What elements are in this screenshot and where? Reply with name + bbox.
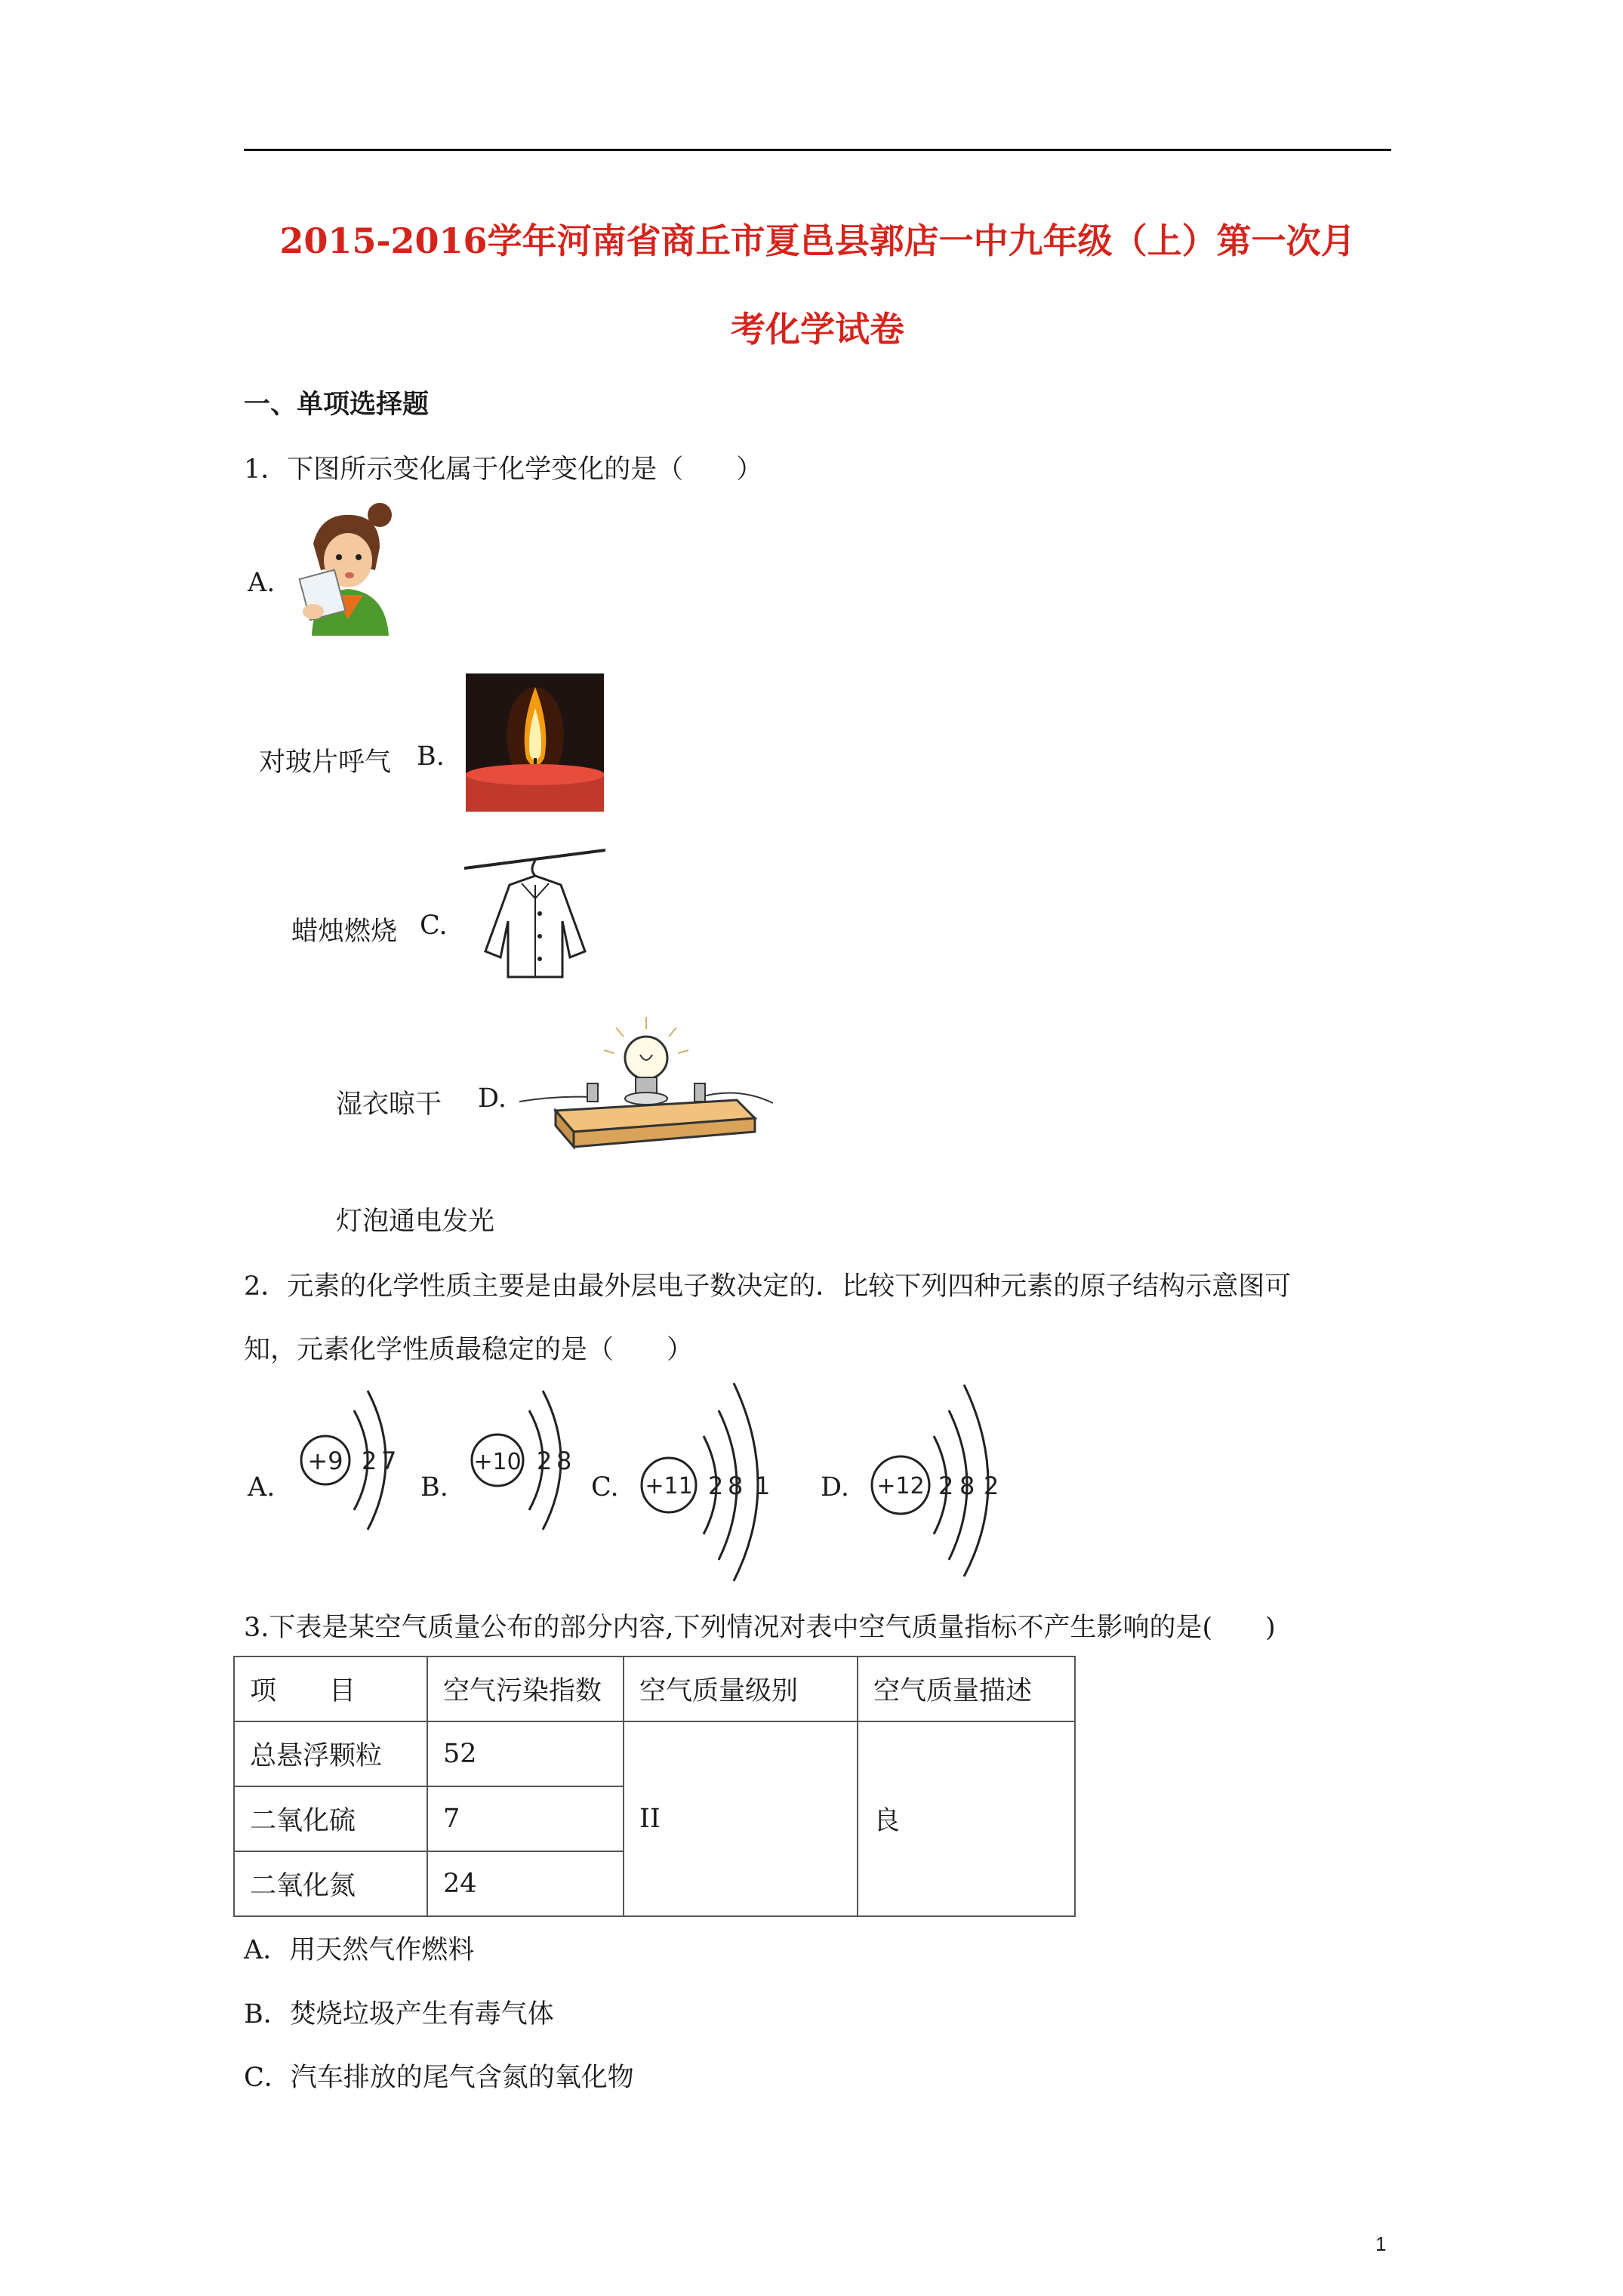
- header-item: 项 目: [234, 1657, 427, 1721]
- shell-1-count: 2: [362, 1447, 377, 1475]
- q1-option-c-caption: 湿衣晾干: [336, 1089, 442, 1120]
- atom-structure-na-icon: [634, 1376, 778, 1587]
- q2-option-d-letter: D.: [821, 1472, 849, 1502]
- nucleus-label: +9: [307, 1447, 343, 1475]
- row-item: 二氧化氮: [234, 1851, 427, 1916]
- q2-option-b-diagram: [464, 1376, 575, 1544]
- q1-option-c-image: [464, 838, 605, 982]
- shell-1-count: 2: [537, 1447, 553, 1475]
- atom-structure-mg-icon: [863, 1376, 1006, 1578]
- table-header-row: [234, 1657, 1075, 1721]
- q1-option-b-letter: B.: [417, 741, 445, 772]
- atom-structure-ne-icon: [464, 1376, 575, 1544]
- atom-structure-f-icon: [291, 1376, 399, 1544]
- nucleus-label: +12: [876, 1473, 925, 1499]
- header-pollution-index: 空气污染指数: [427, 1657, 624, 1721]
- q1-stem: 1．下图所示变化属于化学变化的是（ ）: [244, 455, 763, 485]
- nucleus-label: +11: [645, 1473, 693, 1499]
- page-number: 1: [1375, 2233, 1387, 2255]
- q2-stem-line2: 知，元素化学性质最稳定的是（ ）: [244, 1335, 694, 1365]
- exam-title-line1: 2015-2016学年河南省商丘市夏邑县郭店一中九年级（上）第一次月: [279, 220, 1356, 261]
- shell-2-count: 8: [556, 1447, 572, 1475]
- q2-option-b-letter: B.: [420, 1472, 448, 1502]
- q1-option-b-image: [466, 673, 604, 812]
- header-quality-description: 空气质量描述: [858, 1657, 1075, 1721]
- q2-option-a-letter: A.: [248, 1472, 276, 1502]
- row-item: 总悬浮颗粒: [234, 1721, 427, 1786]
- row-index: 24: [427, 1851, 624, 1916]
- q2-stem-line1: 2．元素的化学性质主要是由最外层电子数决定的．比较下列四种元素的原子结构示意图可: [244, 1271, 1292, 1302]
- shell-1-count: 2: [708, 1472, 724, 1500]
- shell-2-count: 7: [381, 1447, 397, 1475]
- shell-3-count: 2: [984, 1472, 999, 1500]
- q2-option-c-diagram: [634, 1376, 778, 1587]
- burning-candle-icon: [466, 673, 604, 812]
- shell-3-count: 1: [755, 1472, 771, 1500]
- quality-level-cell: II: [624, 1721, 858, 1916]
- exam-title-line2: 考化学试卷: [731, 309, 904, 350]
- q1-option-d-caption: 灯泡通电发光: [336, 1207, 495, 1237]
- row-index: 7: [427, 1786, 624, 1851]
- q2-option-d-diagram: [863, 1376, 1006, 1578]
- q1-option-c-letter: C.: [420, 911, 448, 941]
- q1-option-b-caption: 蜡烛燃烧: [291, 917, 398, 947]
- table-row: [234, 1721, 1075, 1786]
- q1-option-a-letter: A.: [248, 568, 276, 598]
- header-quality-level: 空气质量级别: [624, 1657, 858, 1721]
- q3-option-b: B．焚烧垃圾产生有毒气体: [244, 1999, 554, 2029]
- shell-2-count: 8: [959, 1472, 975, 1500]
- air-quality-table: [233, 1656, 1076, 1917]
- q3-option-a: A．用天然气作燃料: [244, 1935, 475, 1965]
- q2-option-a-diagram: [291, 1376, 399, 1544]
- q1-option-d-image: [519, 1011, 773, 1154]
- q1-option-a-caption: 对玻片呼气: [259, 747, 392, 778]
- q3-option-c: C．汽车排放的尾气含氮的氧化物: [244, 2063, 634, 2093]
- row-item: 二氧化硫: [234, 1786, 427, 1851]
- section-heading: 一、单项选择题: [244, 389, 430, 420]
- shirt-on-line-icon: [464, 838, 605, 982]
- q1-option-d-letter: D.: [478, 1083, 507, 1114]
- q1-option-a-image: [291, 498, 399, 636]
- light-bulb-circuit-icon: [519, 1011, 773, 1154]
- quality-description-cell: 良: [858, 1721, 1075, 1916]
- row-index: 52: [427, 1721, 624, 1786]
- shell-1-count: 2: [938, 1472, 954, 1500]
- shell-2-count: 8: [728, 1472, 744, 1500]
- q3-stem: 3.下表是某空气质量公布的部分内容,下列情况对表中空气质量指标不产生影响的是( ): [244, 1613, 1276, 1643]
- q2-option-c-letter: C.: [591, 1472, 619, 1502]
- header-rule: [244, 149, 1391, 151]
- girl-breathing-on-glass-icon: [291, 498, 399, 636]
- nucleus-label: +10: [473, 1449, 522, 1475]
